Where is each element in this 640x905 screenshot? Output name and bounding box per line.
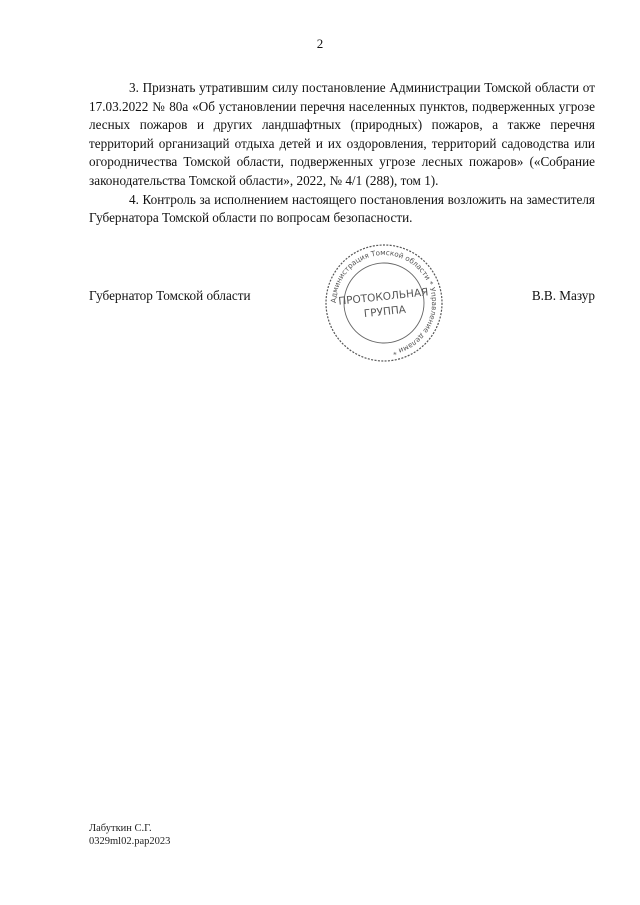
author-name: Лабуткин С.Г. bbox=[89, 823, 152, 834]
page-number: 2 bbox=[316, 36, 324, 51]
official-stamp bbox=[323, 243, 445, 363]
document-body bbox=[89, 79, 595, 228]
file-code: 0329ml02.pap2023 bbox=[89, 836, 171, 847]
stamp-center-line2: ГРУППА bbox=[363, 303, 407, 321]
stamp-ring-text: Администрация Томской области * Управление делами * bbox=[328, 247, 440, 358]
paragraph-item-4: 4. Контроль за исполнением настоящего постановления возложить на заместителя Губернатора Томской области по вопросам безопасности. bbox=[89, 191, 595, 226]
signatory-name: В.В. Мазур bbox=[531, 288, 595, 303]
paragraph-item-3: 3. Признать утратившим силу постановление Администрации Томской области от 17.03.2022 № 80а «Об установлении перечня населенных пунктов, подверженных угрозе лесных пожаров и других ландшафтных (природных) пожаров, а также перечня территорий организаций отдыха детей и их оздоровления, территорий садоводства или огородничества Томской области, подверженных угрозе лесных пожаров» («Собрание законодательства Томской области», 2022, № 4/1 (288), том 1). bbox=[89, 80, 595, 188]
stamp-center-line1: ПРОТОКОЛЬНАЯ bbox=[337, 286, 429, 308]
signatory-title: Губернатор Томской области bbox=[89, 288, 251, 303]
document-footer bbox=[89, 822, 170, 848]
